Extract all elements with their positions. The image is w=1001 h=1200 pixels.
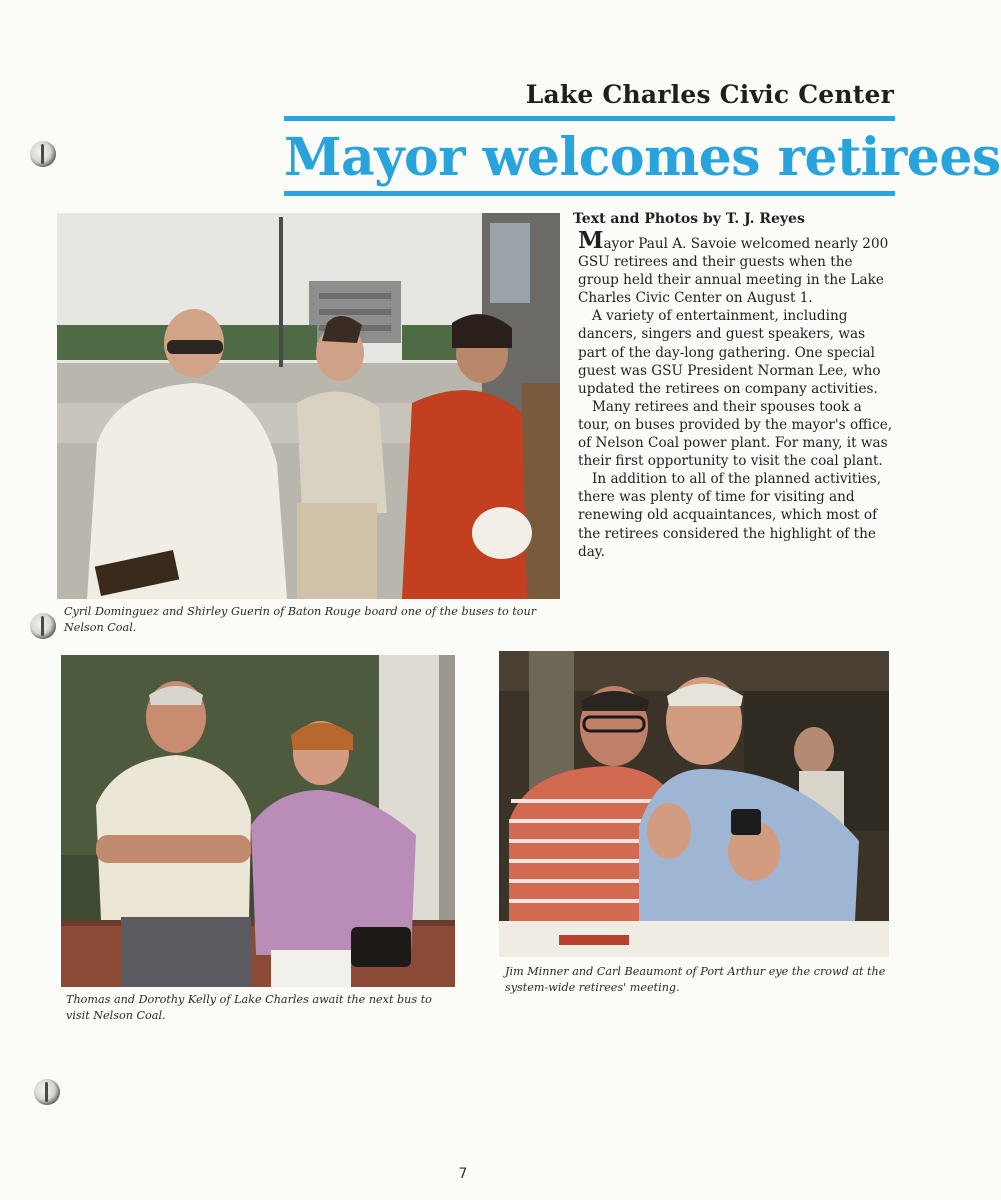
headline-bottom-rule: [284, 191, 895, 196]
article-body: [578, 227, 896, 561]
article-paragraph-3: Many retirees and their spouses took a tour, on buses provided by the mayor's office, of Nelson Coal power plant. For many, it was their first opportunity to visit the coal plant.: [578, 398, 893, 470]
drop-cap: M: [578, 227, 604, 254]
photo-minner-beaumont: [499, 651, 889, 957]
section-label: Lake Charles Civic Center: [525, 80, 894, 109]
photo-kelly-couple-image: [61, 655, 455, 987]
binder-hole: [30, 613, 56, 639]
binder-hole: [30, 141, 56, 167]
photo-bus-boarding-image: [57, 213, 560, 599]
caption-kelly-couple: Thomas and Dorothy Kelly of Lake Charles await the next bus to visit Nelson Coal.: [66, 993, 432, 1022]
byline: Text and Photos by T. J. Reyes: [573, 211, 805, 227]
binder-hole: [34, 1079, 60, 1105]
article-paragraph-1-text: ayor Paul A. Savoie welcomed nearly 200 GSU retirees and their guests when the group held their annual meeting in the Lake Charles Civic Center on August 1.: [578, 236, 889, 307]
photo-bus-boarding: [57, 213, 560, 599]
article-paragraph-2: A variety of entertainment, including dancers, singers and guest speakers, was part of the day-long gathering. One special guest was GSU President Norman Lee, who updated the retirees on company activities.: [578, 308, 881, 397]
page-number: 7: [458, 1166, 468, 1182]
article-paragraph-4: In addition to all of the planned activities, there was plenty of time for visiting and renewing old acquaintances, which most of the retirees considered the highlight of the day.: [578, 471, 882, 560]
photo-minner-beaumont-image: [499, 651, 889, 957]
article-paragraph-1: [578, 227, 896, 307]
headline-top-rule: [284, 116, 895, 121]
photo-kelly-couple: [61, 655, 455, 987]
caption-bus-boarding: Cyril Dominguez and Shirley Guerin of Baton Rouge board one of the buses to tour Nelson Coal.: [64, 605, 537, 634]
headline: Mayor welcomes retirees: [284, 127, 1001, 188]
caption-minner-beaumont: Jim Minner and Carl Beaumont of Port Arthur eye the crowd at the system-wide retirees' meeting.: [505, 965, 886, 994]
